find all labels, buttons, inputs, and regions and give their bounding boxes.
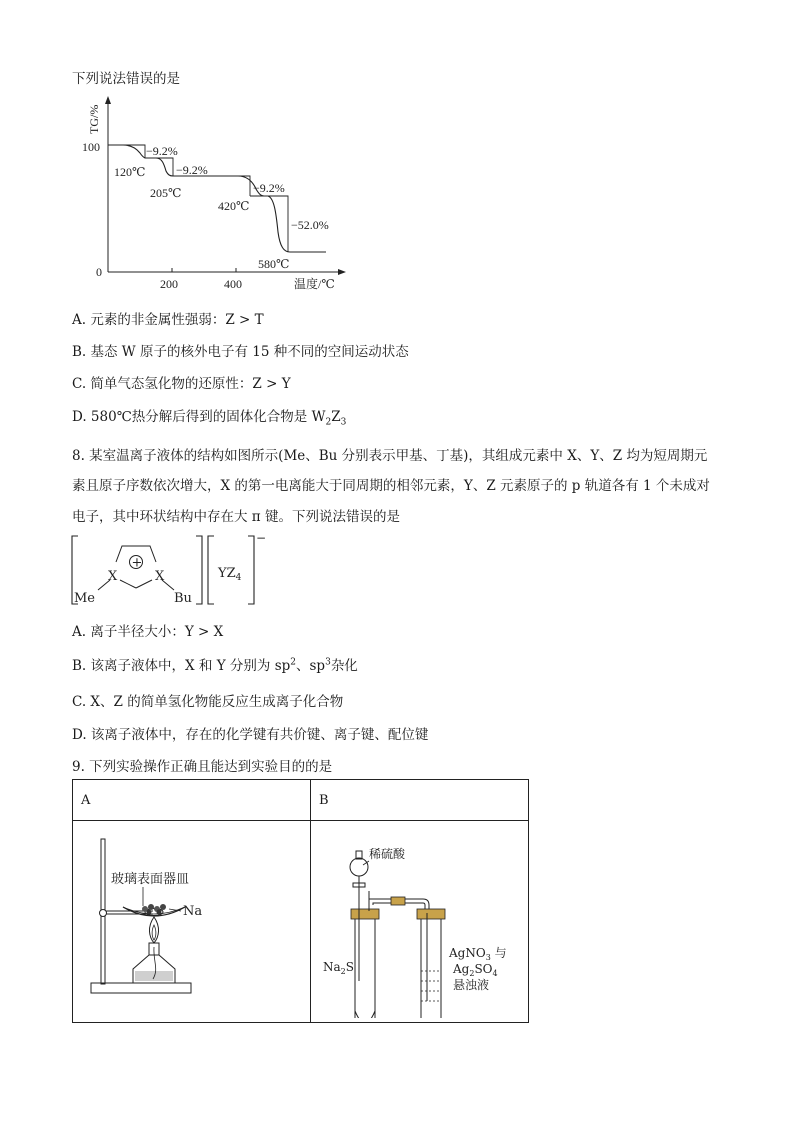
q9-stem: 9. 下列实验操作正确且能达到实验目的的是	[72, 759, 333, 775]
y-axis-arrow	[105, 96, 111, 104]
loss-label-4: −52.0%	[291, 218, 329, 232]
x-axis-label: 温度/℃	[294, 277, 335, 291]
methyl-label: Me	[74, 591, 96, 606]
q8-stem-line1: 8. 某室温离子液体的结构如图所示(Me、Bu 分别表示甲基、丁基)，其组成元素中 X、Y、Z 均为短周期元	[72, 448, 708, 464]
label-na2s: $Na_2S$	[323, 960, 354, 976]
loss-label-1: −9.2%	[146, 144, 178, 158]
q8-option-b: B. 该离子液体中，X 和 Y 分别为 $sp^2$、$sp^3$杂化	[72, 657, 358, 674]
q7-option-a: A. 元素的非金属性强弱：Z > T	[72, 312, 264, 328]
header-cell-b: B	[311, 780, 529, 821]
anion-formula: $YZ_4$	[218, 566, 242, 583]
q8-option-a: A. 离子半径大小：Y > X	[72, 624, 224, 640]
label-watch-glass: 玻璃表面器皿	[111, 872, 190, 887]
atom-x-left: X	[108, 569, 118, 584]
temp-label-1: 120℃	[114, 165, 146, 179]
q8-stem-line2: 素且原子序数依次增大，X 的第一电离能大于同周期的相邻元素，Y、Z 元素原子的 p 轨道各有 1 个未成对	[72, 478, 710, 494]
q7-option-c: C. 简单气态氢化物的还原性：Z > Y	[72, 376, 291, 392]
y-tick-0: 0	[96, 265, 102, 279]
tg-curve	[108, 145, 326, 252]
q7-option-b: B. 基态 W 原子的核外电子有 15 种不同的空间运动状态	[72, 344, 409, 360]
cell-b-apparatus	[311, 821, 529, 1023]
tg-chart	[78, 92, 368, 301]
loss-label-2: −9.2%	[176, 163, 208, 177]
x-axis-arrow	[338, 269, 346, 275]
ionic-liquid-structure	[70, 532, 270, 612]
anion-charge: −	[256, 532, 267, 545]
positive-charge: +	[131, 555, 143, 571]
y-axis-label: TG/%	[87, 104, 101, 134]
y-tick-100: 100	[82, 140, 100, 154]
loss-label-3: −9.2%	[253, 181, 285, 195]
experiment-table	[72, 779, 529, 1023]
q7-option-d: D. 580℃热分解后得到的固体化合物是 $W_2Z_3$	[72, 409, 347, 428]
temp-label-2: 205℃	[150, 186, 182, 200]
label-ag2so4: $Ag_2SO_4$	[453, 962, 498, 978]
q8-option-c: C. X、Z 的简单氢化物能反应生成离子化合物	[72, 694, 344, 710]
atom-x-right: X	[155, 569, 165, 584]
header-cell-a: A	[73, 780, 311, 821]
q8-option-d: D. 该离子液体中，存在的化学键有共价键、离子键、配位键	[72, 727, 429, 743]
cell-a-apparatus	[73, 821, 311, 1023]
temp-label-4: 580℃	[258, 257, 290, 271]
label-agno3: AgNO$_3$ 与	[449, 946, 507, 962]
label-dilute-sulfuric-acid: 稀硫酸	[369, 847, 406, 861]
intro-text: 下列说法错误的是	[72, 71, 180, 87]
butyl-label: Bu	[174, 591, 192, 606]
label-na: Na	[183, 904, 203, 919]
temp-label-3: 420℃	[218, 199, 250, 213]
x-tick-200: 200	[160, 277, 178, 291]
label-suspension: 悬浊液	[453, 978, 490, 992]
x-tick-400: 400	[224, 277, 242, 291]
q8-stem-line3: 电子，其中环状结构中存在大 π 键。下列说法错误的是	[72, 509, 400, 525]
